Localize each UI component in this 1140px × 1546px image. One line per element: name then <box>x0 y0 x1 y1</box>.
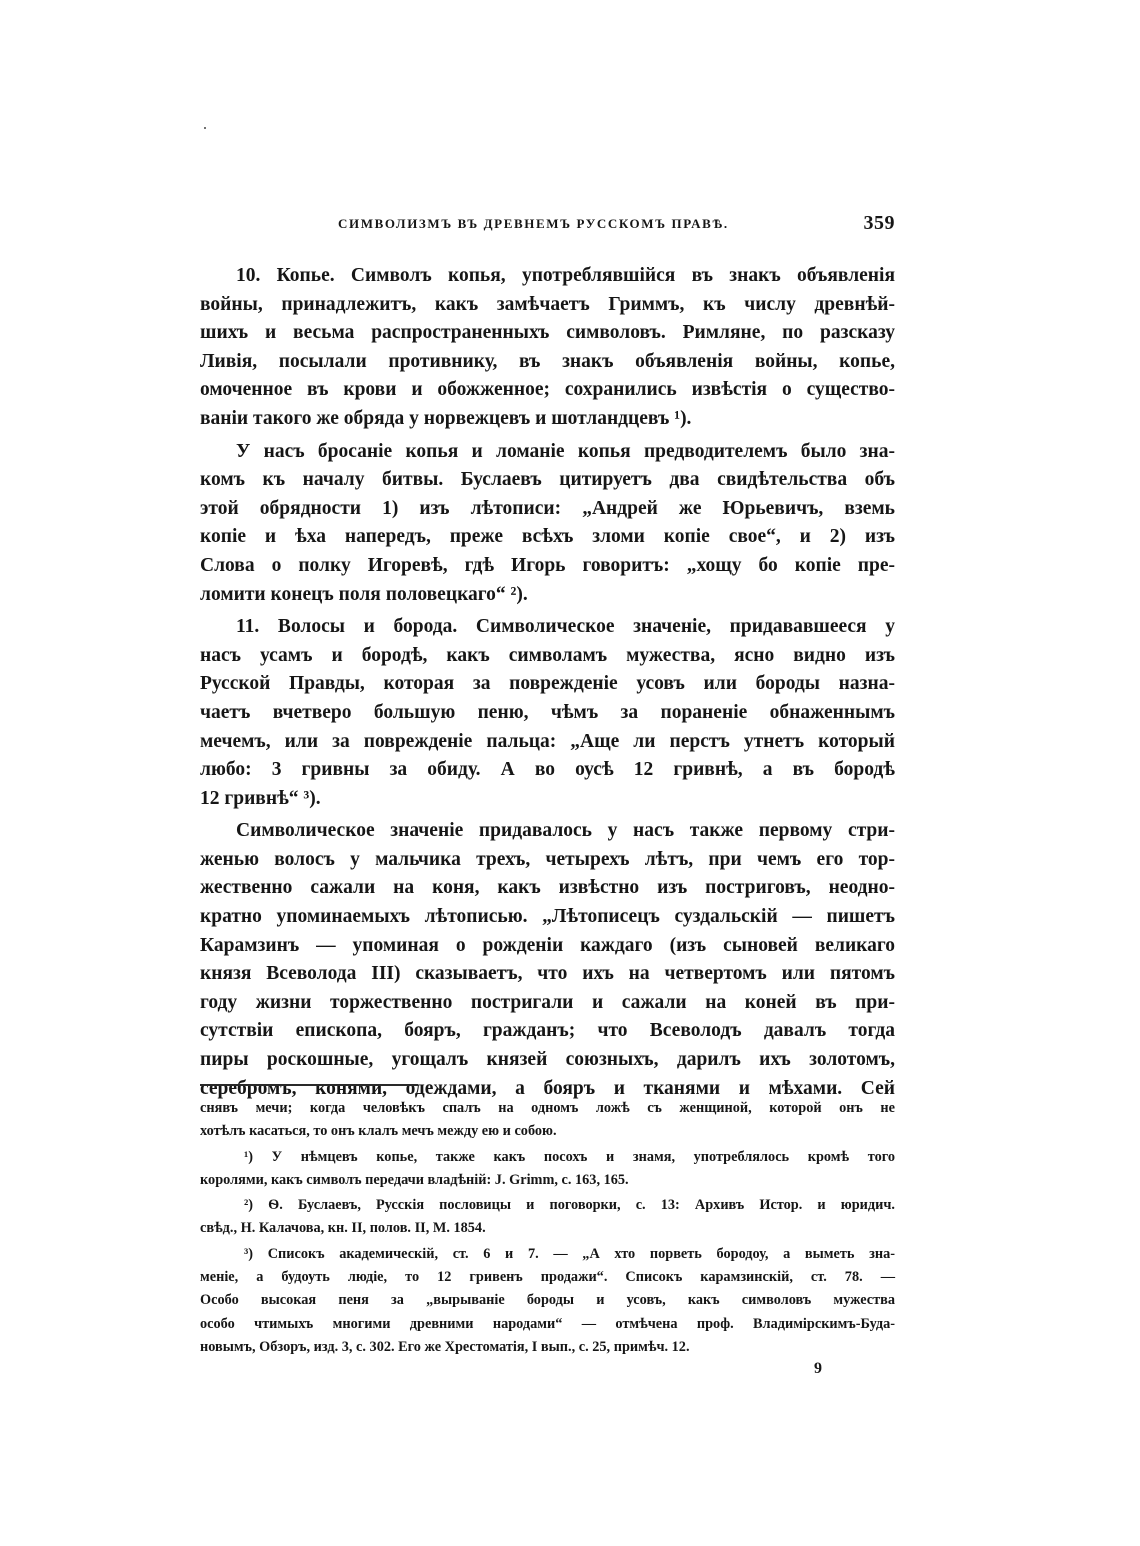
text-line: ломити конецъ поля половецкаго“ ²). <box>200 583 528 605</box>
signature-mark: 9 <box>814 1360 822 1377</box>
footnote-line: хотѣлъ касаться, то онъ клалъ мечъ между ею и собою. <box>200 1123 557 1140</box>
text-line: шихъ и весьма распространенныхъ символовъ. Римляне, по разсказу <box>200 322 895 344</box>
text-line: 12 гривнѣ“ ³). <box>200 787 321 809</box>
footnote-line: королями, какъ символъ передачи владѣній: J. Grimm, с. 163, 165. <box>200 1171 629 1188</box>
running-title: СИМВОЛИЗМЪ ВЪ ДРЕВНЕМЪ РУССКОМЪ ПРАВѢ. <box>338 216 729 231</box>
footnote-line: ³) Списокъ академическій, ст. 6 и 7. — „А хто порветь бородоу, а выметь зна- <box>244 1245 895 1262</box>
text-line: Символическое значеніе придавалось у насъ также первому стри- <box>236 820 895 842</box>
main-text <box>200 262 895 1103</box>
text-line: серебромъ, конями, одеждами, а бояръ и тканями и мѣхами. Сей <box>200 1077 895 1099</box>
text-line: омоченное въ крови и обожженное; сохранились извѣстія о существо- <box>200 379 895 401</box>
text-line: ваніи такого же обряда у норвежцевъ и шотландцевъ ¹). <box>200 407 692 429</box>
footnote-divider <box>200 1084 418 1086</box>
footnote-line: ²) Ѳ. Буслаевъ, Русскія пословицы и поговорки, с. 13: Архивъ Истор. и юридич. <box>244 1197 895 1214</box>
scan-speck <box>204 127 206 129</box>
footnote-line: меніе, а будоуть людіе, то 12 гривенъ продажи“. Списокъ карамзинскій, ст. 78. — <box>200 1269 895 1286</box>
footnote-line: особо чтимыхъ многими древними народами“ — отмѣчена проф. Владимірскимъ-Буда- <box>200 1315 895 1332</box>
text-line: жественно сажали на коня, какъ извѣстно изъ постриговъ, неодно- <box>200 877 895 899</box>
text-line: копіе и ѣха напередъ, преже всѣхъ зломи копіе свое“, и 2) изъ <box>200 526 895 548</box>
text-line: этой обрядности 1) изъ лѣтописи: „Андрей же Юрьевичъ, вземь <box>200 497 895 519</box>
text-line: Ливія, посылали противнику, въ знакъ объявленія войны, копье, <box>200 350 895 372</box>
footnote-line: Особо высокая пеня за „вырываніе бороды и усовъ, какъ символовъ мужества <box>200 1292 895 1309</box>
text-line: 10. Копье. Символъ копья, употреблявшійся въ знакъ объявленія <box>236 265 895 286</box>
footnote-line: снявъ мечи; когда человѣкъ спалъ на одномъ ложѣ съ женщиной, которой онъ не <box>200 1100 895 1116</box>
text-line: князя Всеволода III) сказываетъ, что ихъ на четвертомъ или пятомъ <box>200 963 895 985</box>
footnote-line: новымъ, Обзоръ, изд. 3, с. 302. Его же Хрестоматія, I вып., с. 25, примѣч. 12. <box>200 1338 690 1355</box>
text-line: У насъ бросаніе копья и ломаніе копья предводителемъ было зна- <box>236 440 895 462</box>
text-line: году жизни торжественно постригали и сажали на коней въ при- <box>200 991 895 1013</box>
text-line: кратно упоминаемыхъ лѣтописью. „Лѣтописецъ суздальскій — пишетъ <box>200 906 895 928</box>
text-line: чаетъ вчетверо большую пеню, чѣмъ за пораненіе обнаженнымъ <box>200 701 895 723</box>
footnote-line: свѣд., Н. Калачова, кн. II, полов. II, М. 1854. <box>200 1220 486 1237</box>
text-line: пиры роскошные, угощалъ князей союзныхъ, дарилъ ихъ золотомъ, <box>200 1049 895 1071</box>
footnote-line: ¹) У нѣмцевъ копье, также какъ посохъ и знамя, употреблялось кромѣ того <box>244 1148 895 1165</box>
text-line: насъ усамъ и бородѣ, какъ символамъ мужества, ясно видно изъ <box>200 644 895 666</box>
text-line: Карамзинъ — упоминая о рожденіи каждаго (изъ сыновей великаго <box>200 934 895 956</box>
text-line: женью волосъ у мальчика трехъ, четырехъ лѣтъ, при чемъ его тор- <box>200 848 895 870</box>
page-number: 359 <box>863 212 895 234</box>
text-line: Слова о полку Игоревѣ, гдѣ Игорь говоритъ: „хощу бо копіе пре- <box>200 554 895 576</box>
text-line: 11. Волосы и борода. Символическое значеніе, придававшееся у <box>236 616 895 638</box>
page-header <box>200 212 895 242</box>
text-line: мечемъ, или за поврежденіе пальца: „Аще ли перстъ утнетъ который <box>200 730 895 752</box>
footnotes <box>200 1097 895 1359</box>
text-line: войны, принадлежитъ, какъ замѣчаетъ Гриммъ, къ числу древнѣй- <box>200 293 895 315</box>
text-line: сутствіи епископа, бояръ, гражданъ; что Всеволодъ давалъ тогда <box>200 1020 895 1042</box>
text-line: комъ къ началу битвы. Буслаевъ цитируетъ два свидѣтельства объ <box>200 469 895 491</box>
text-line: Русской Правды, которая за поврежденіе усовъ или бороды назна- <box>200 673 895 695</box>
text-line: любо: 3 гривны за обиду. А во оусѣ 12 гривнѣ, а въ бородѣ <box>200 759 895 781</box>
